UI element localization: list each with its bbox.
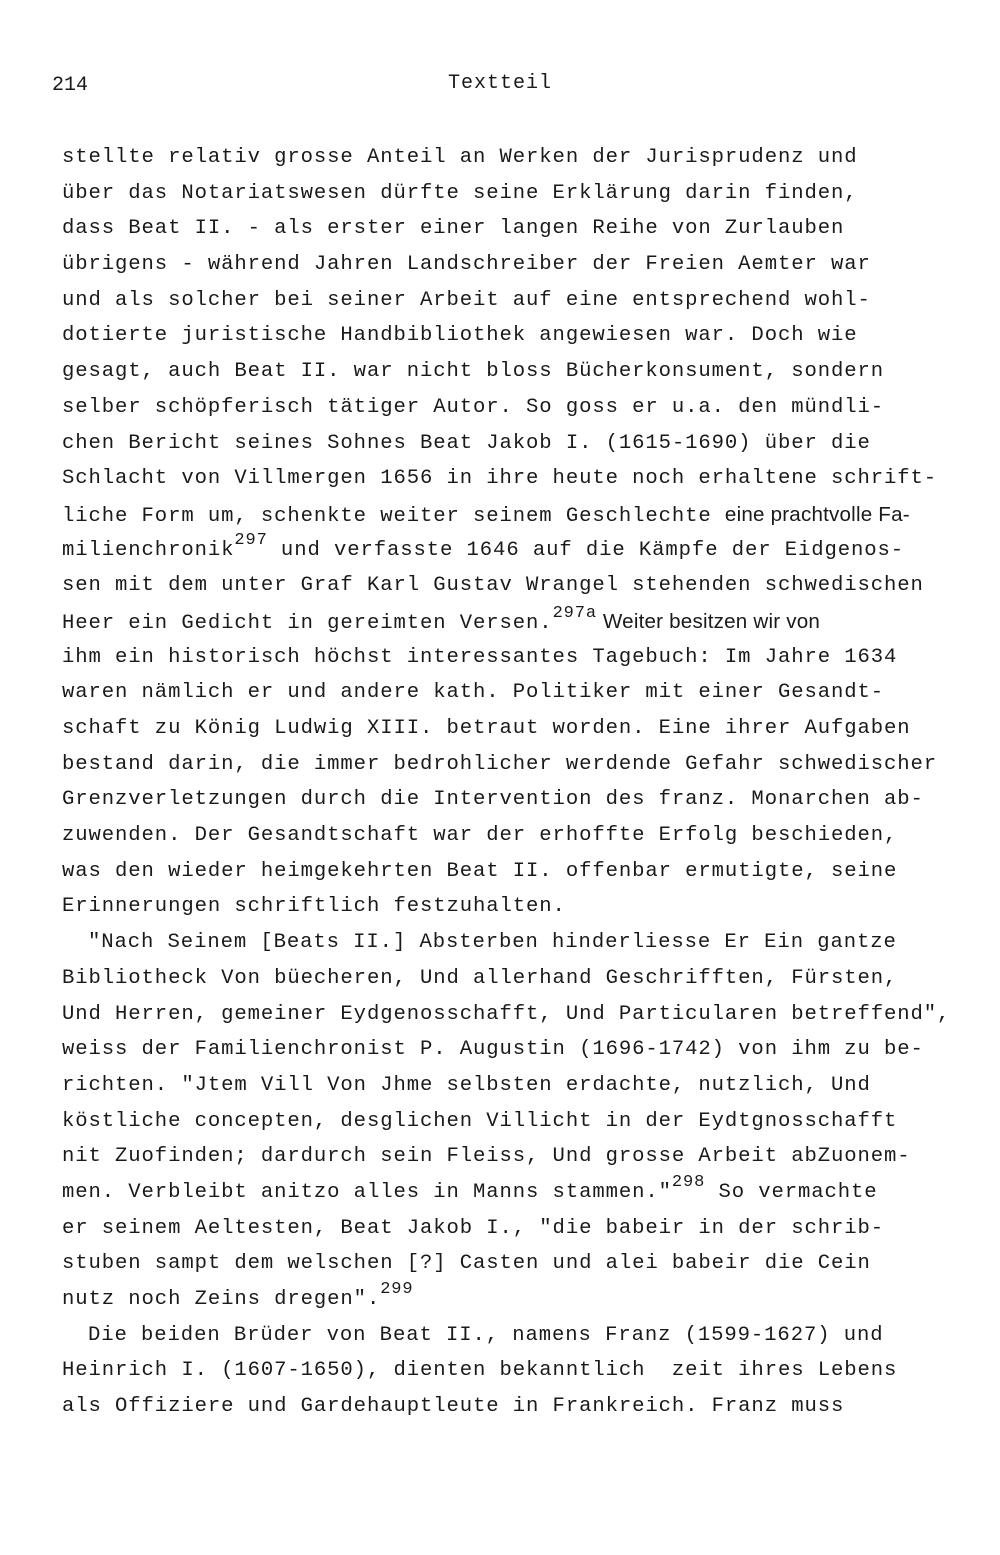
text-line: schaft zu König Ludwig XIII. betraut worden. Eine ihrer Aufgaben xyxy=(62,717,911,740)
text-segment: men. Verbleibt anitzo alles in Manns stammen." xyxy=(62,1180,672,1204)
text-segment: Weiter besitzen wir von xyxy=(596,609,821,633)
footnote-marker: 298 xyxy=(671,1173,706,1193)
text-line: Heinrich I. (1607-1650), dienten bekanntlich zeit ihres Lebens xyxy=(62,1359,898,1383)
text-line: Grenzverletzungen durch die Intervention des franz. Monarchen ab- xyxy=(62,788,924,812)
text-line xyxy=(62,530,962,569)
text-segment: liche Form um, schenkte weiter seinem Geschlechte xyxy=(62,504,725,528)
text-line: er seinem Aeltesten, Beat Jakob I., "die babeir in der schrib- xyxy=(62,1216,885,1240)
text-line: Bibliotheck Von büecheren, Und allerhand Geschrifften, Fürsten, xyxy=(62,966,898,990)
text-line: sen mit dem unter Graf Karl Gustav Wrangel stehenden schwedischen xyxy=(62,574,924,598)
page-header xyxy=(0,70,1000,100)
text-line: richten. "Jtem Vill Von Jhme selbsten erdachte, nutzlich, Und xyxy=(62,1073,871,1097)
text-line: als Offiziere und Gardehauptleute in Frankreich. Franz muss xyxy=(62,1395,845,1419)
text-line xyxy=(62,1282,962,1318)
text-segment: nutz noch Zeins dregen". xyxy=(62,1288,381,1311)
text-line: was den wieder heimgekehrten Beat II. offenbar ermutigte, seine xyxy=(62,859,898,883)
text-line: "Nach Seinem [Beats II.] Absterben hinderliesse Er Ein gantze xyxy=(88,931,897,955)
footnote-marker: 297a xyxy=(552,604,597,624)
text-line: köstliche concepten, desglichen Villicht in der Eydtgnosschafft xyxy=(62,1109,898,1133)
text-line: ihm ein historisch höchst interessantes Tagebuch: Im Jahre 1634 xyxy=(62,645,898,669)
page-number: 214 xyxy=(52,74,89,97)
footnote-marker: 297 xyxy=(234,530,268,550)
body-text xyxy=(62,140,962,1425)
text-line: zuwenden. Der Gesandtschaft war der erhoffte Erfolg beschieden, xyxy=(62,824,898,848)
text-segment: So vermachte xyxy=(705,1180,878,1204)
text-line: Die beiden Brüder von Beat II., namens Franz (1599-1627) und xyxy=(88,1323,884,1347)
text-line: gesagt, auch Beat II. war nicht bloss Bücherkonsument, sondern xyxy=(62,360,885,384)
text-line: bestand darin, die immer bedrohlicher werdende Gefahr schwedischer xyxy=(62,752,938,776)
text-line xyxy=(62,604,962,640)
text-line: übrigens - während Jahren Landschreiber der Freien Aemter war xyxy=(62,253,871,277)
text-line: stellte relativ grosse Anteil an Werken der Jurisprudenz und xyxy=(62,146,858,169)
text-line: Erinnerungen schriftlich festzuhalten. xyxy=(62,895,566,919)
text-line: weiss der Familienchronist P. Augustin (1696-1742) von ihm zu be- xyxy=(62,1038,924,1062)
text-line: über das Notariatswesen dürfte seine Erklärung darin finden, xyxy=(62,181,858,205)
text-line: Und Herren, gemeiner Eydgenosschafft, Und Particularen betreffend", xyxy=(62,1002,951,1026)
text-line: dass Beat II. - als erster einer langen Reihe von Zurlauben xyxy=(62,217,845,241)
text-segment: und verfasste 1646 auf die Kämpfe der Eidgenos- xyxy=(267,538,905,562)
text-line: selber schöpferisch tätiger Autor. So goss er u.a. den mündli- xyxy=(62,395,885,419)
footnote-marker: 299 xyxy=(380,1280,414,1300)
text-line: und als solcher bei seiner Arbeit auf eine entsprechend wohl- xyxy=(62,288,871,312)
text-line: nit Zuofinden; dardurch sein Fleiss, Und grosse Arbeit abZuonem- xyxy=(62,1145,911,1169)
text-line: stuben sampt dem welschen [?] Casten und alei babeir die Cein xyxy=(62,1252,871,1276)
text-segment: eine prachtvolle Fa- xyxy=(724,502,910,526)
text-line: chen Bericht seines Sohnes Beat Jakob I. (1615-1690) über die xyxy=(62,431,871,455)
text-segment: milienchronik xyxy=(62,538,235,562)
running-title: Textteil xyxy=(447,72,552,95)
text-line: waren nämlich er und andere kath. Politiker mit einer Gesandt- xyxy=(62,681,885,705)
text-line xyxy=(62,497,962,533)
text-line xyxy=(62,1175,962,1211)
text-segment: Heer ein Gedicht in gereimten Versen. xyxy=(62,611,553,635)
text-line: dotierte juristische Handbibliothek angewiesen war. Doch wie xyxy=(62,324,858,348)
text-line: Schlacht von Villmergen 1656 in ihre heute noch erhaltene schrift- xyxy=(62,467,938,491)
